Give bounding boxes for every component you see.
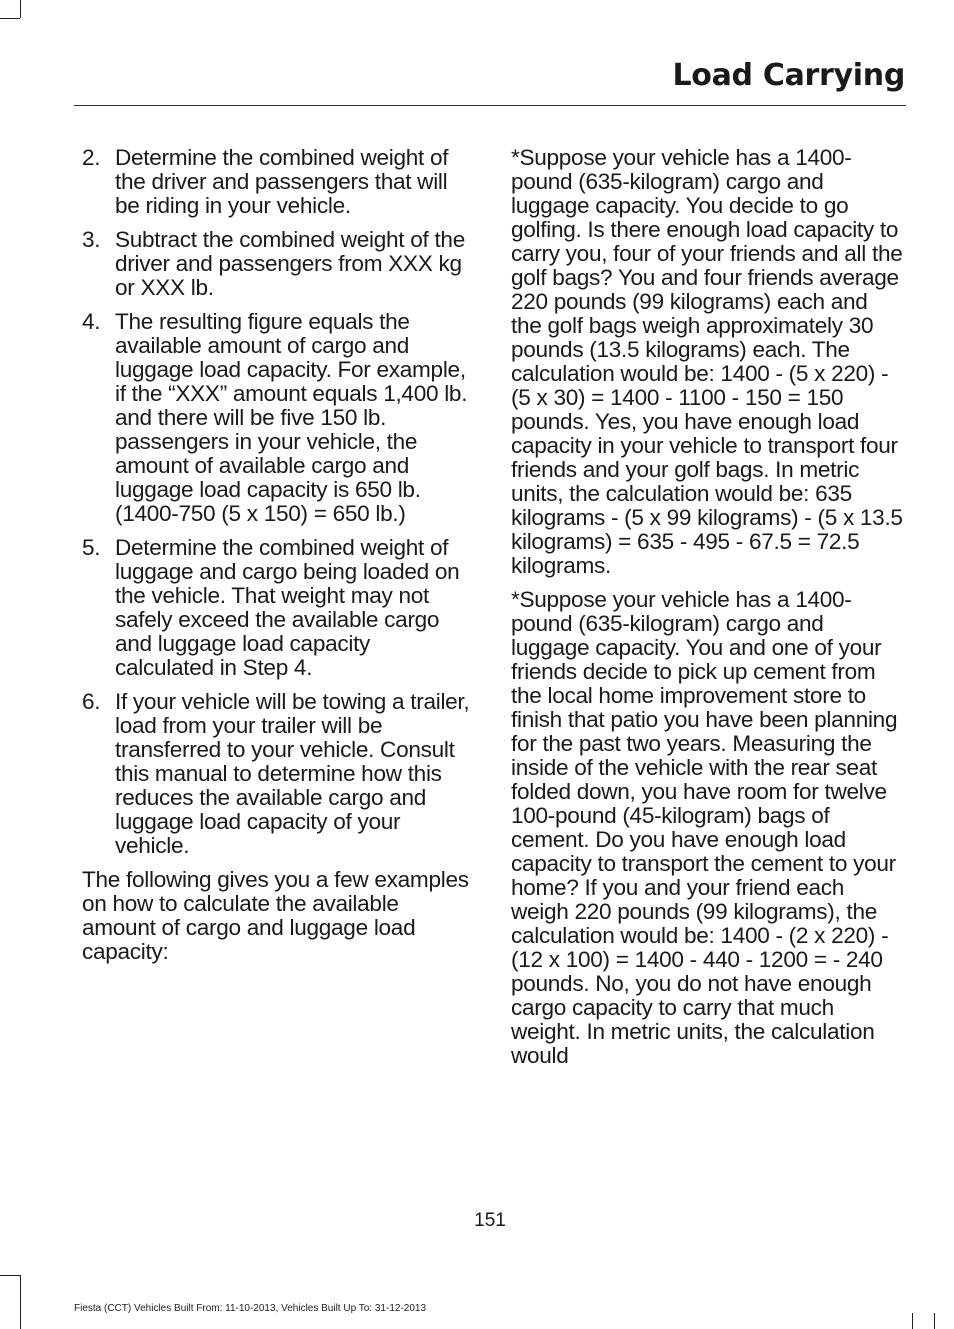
crop-mark-bottom-left-v bbox=[20, 1275, 21, 1329]
footer-text: Fiesta (CCT) Vehicles Built From: 11-10-2013, Vehicles Built Up To: 31-12-2013 bbox=[74, 1303, 427, 1314]
crop-mark-top-left-v bbox=[20, 0, 21, 18]
step-text: Subtract the combined weight of the driver and passengers from XXX kg or XXX lb. bbox=[115, 227, 465, 300]
step-number: 6. bbox=[82, 689, 101, 714]
example-cement-paragraph: *Suppose your vehicle has a 1400-pound (635-kilogram) cargo and luggage capacity. You and one of your friends decide to pick up cement from the local home improvement store to finish that patio you have been planning for the past two years. Measuring the inside of the vehicle with the rear seat folded down, you have room for twelve 100-pound (45-kilogram) bags of cement. Do you have enough load capacity to transport the cement to your home? If you and your friend each weigh 220 pounds (99 kilograms), the calculation would be: 1400 - (2 x 220) - (12 x 100) = 1400 - 440 - 1200 = - 240 pounds. No, you do not have enough cargo capacity to carry that much weight. In metric units, the calculation would bbox=[511, 587, 898, 1068]
step-text: Determine the combined weight of the driver and passengers that will be riding in your vehicle. bbox=[115, 145, 449, 218]
list-item bbox=[82, 228, 474, 300]
step-number: 5. bbox=[82, 535, 101, 560]
step-text: The resulting figure equals the available amount of cargo and luggage load capacity. For example, if the “XXX” amount equals 1,400 lb. and there will be five 150 lb. passengers in your vehicle, the amount of available cargo and luggage load capacity is 650 lb. (1400-750 (5 x 150) = 650 lb.) bbox=[115, 309, 468, 526]
list-item bbox=[82, 536, 474, 680]
crop-mark-bottom-left-h bbox=[0, 1275, 20, 1276]
title-divider bbox=[74, 105, 906, 106]
step-number: 3. bbox=[82, 227, 101, 252]
list-item bbox=[82, 310, 474, 526]
list-item bbox=[82, 690, 474, 858]
page-number: 151 bbox=[474, 1210, 506, 1231]
step-text: Determine the combined weight of luggage and cargo being loaded on the vehicle. That weight may not safely exceed the available cargo and luggage load capacity calculated in Step 4. bbox=[115, 535, 460, 680]
crop-mark-top-left-h bbox=[0, 18, 20, 19]
example-golfing-paragraph: *Suppose your vehicle has a 1400-pound (635-kilogram) cargo and luggage capacity. You decide to go golfing. Is there enough load capacity to carry you, four of your friends and all the golf bags? You and four friends average 220 pounds (99 kilograms) each and the golf bags weigh approximately 30 pounds (13.5 kilograms) each. The calculation would be: 1400 - (5 x 220) - (5 x 30) = 1400 - 1100 - 150 = 150 pounds. Yes, you have enough load capacity in your vehicle to transport four friends and your golf bags. In metric units, the calculation would be: 635 kilograms - (5 x 99 kilograms) - (5 x 13.5 kilograms) = 635 - 495 - 67.5 = 72.5 kilograms. bbox=[511, 145, 903, 578]
page-title: Load Carrying bbox=[672, 58, 905, 93]
step-text: If your vehicle will be towing a trailer, load from your trailer will be transferred to your vehicle. Consult this manual to determine how this reduces the available cargo and luggage load capacity of your vehicle. bbox=[115, 689, 470, 858]
step-number: 2. bbox=[82, 145, 101, 170]
intro-paragraph: The following gives you a few examples on how to calculate the available amount of cargo and luggage load capacity: bbox=[82, 867, 469, 964]
crop-mark-bottom-right-v2 bbox=[934, 1313, 935, 1329]
right-column bbox=[511, 146, 903, 1078]
crop-mark-bottom-right-v1 bbox=[912, 1313, 913, 1329]
steps-list bbox=[82, 146, 474, 858]
list-item bbox=[82, 146, 474, 218]
step-number: 4. bbox=[82, 309, 101, 334]
left-column bbox=[82, 146, 474, 974]
